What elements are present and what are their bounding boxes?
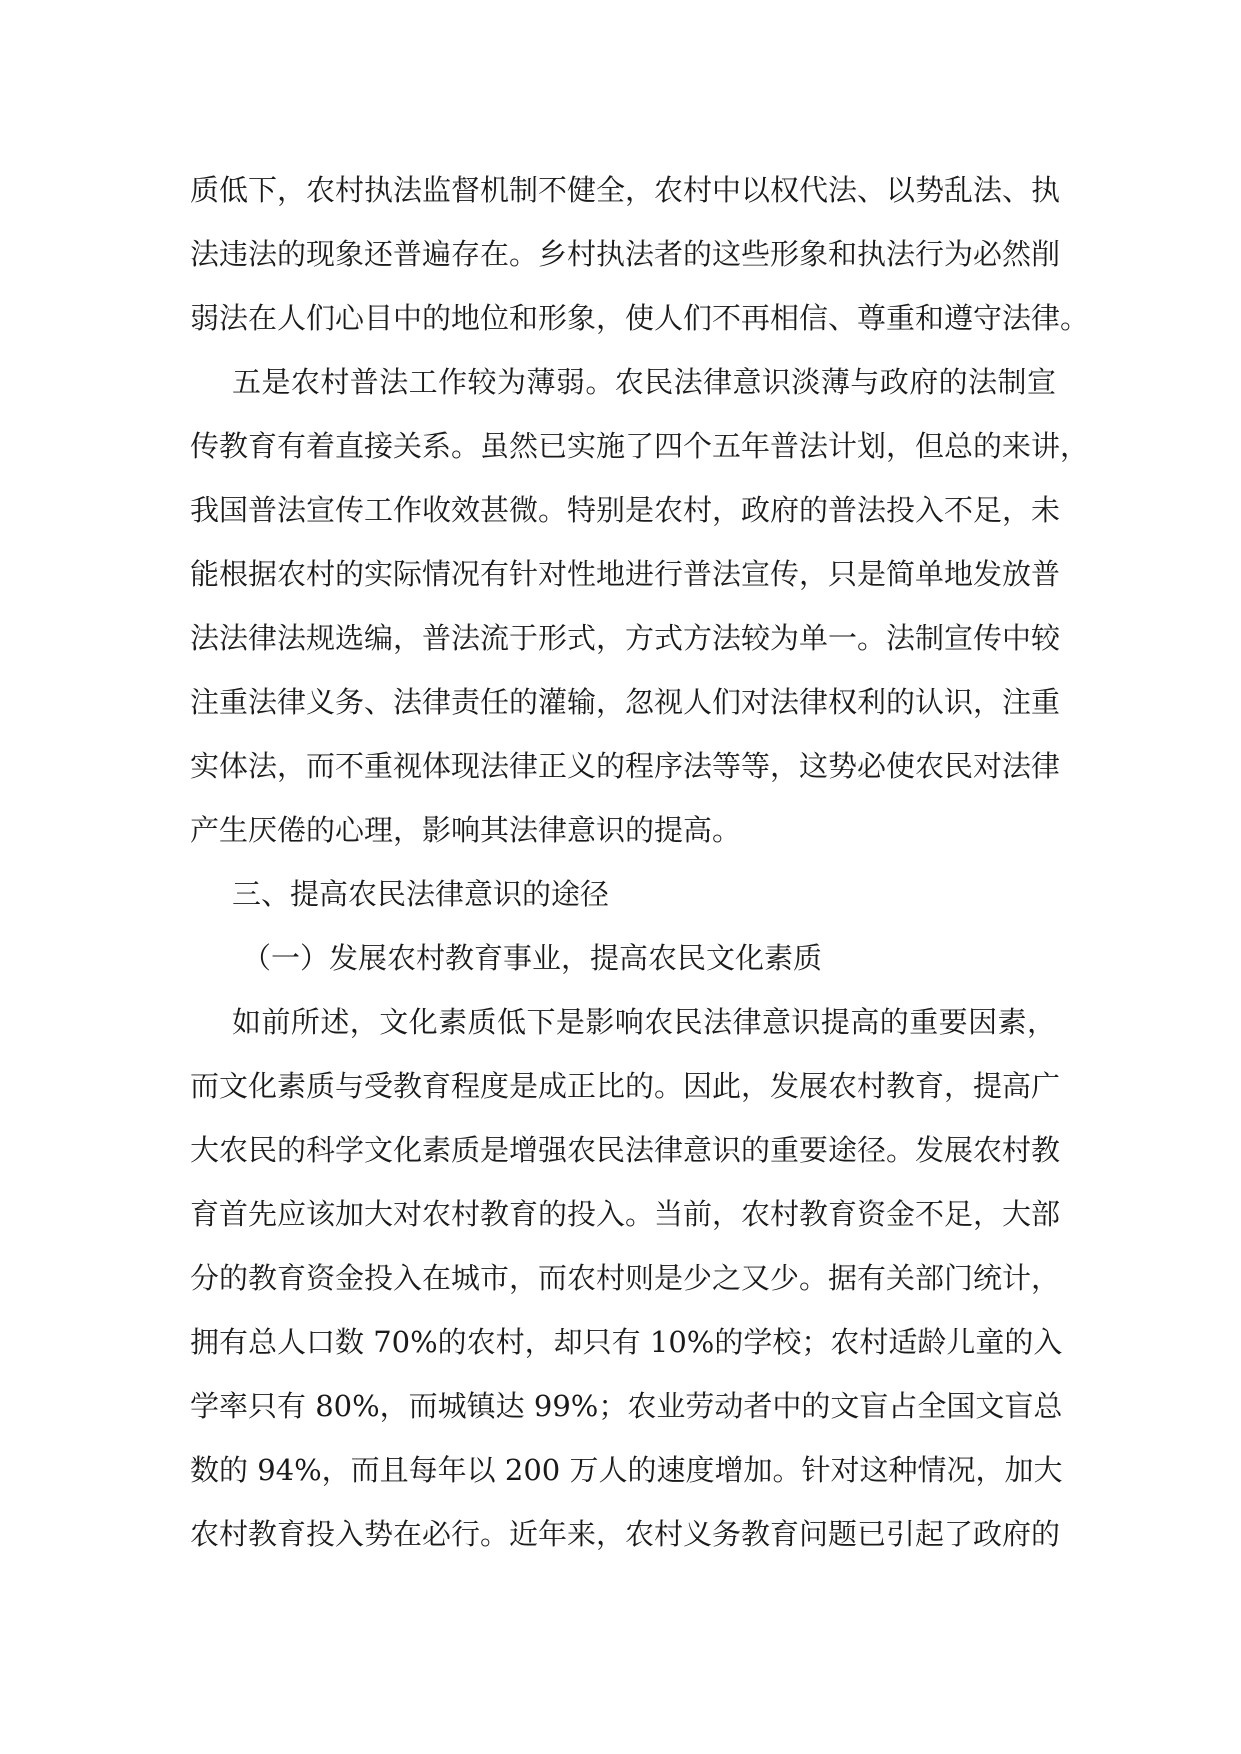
body-line-5: 传教育有着直接关系。虽然已实施了四个五年普法计划，但总的来讲， [190,429,1090,463]
body-line-4: 五是农村普法工作较为薄弱。农民法律意识淡薄与政府的法制宣 [232,365,1056,399]
subsection-heading: （一）发展农村教育事业，提高农民文化素质 [242,941,823,975]
body-line-21: 数的 94%，而且每年以 200 万人的速度增加。针对这种情况，加大 [190,1453,1063,1487]
body-line-1: 质低下，农村执法监督机制不健全，农村中以权代法、以势乱法、执 [190,173,1061,207]
body-line-6: 我国普法宣传工作收效甚微。特别是农村，政府的普法投入不足，未 [190,493,1061,527]
body-line-19: 拥有总人口数 70%的农村，却只有 10%的学校；农村适龄儿童的入 [190,1325,1063,1359]
body-line-15: 而文化素质与受教育程度是成正比的。因此，发展农村教育，提高广 [190,1069,1061,1103]
body-line-8: 法法律法规选编，普法流于形式，方式方法较为单一。法制宣传中较 [190,621,1061,655]
section-heading: 三、提高农民法律意识的途径 [232,877,610,911]
body-line-18: 分的教育资金投入在城市，而农村则是少之又少。据有关部门统计， [190,1261,1061,1295]
body-line-2: 法违法的现象还普遍存在。乡村执法者的这些形象和执法行为必然削 [190,237,1061,271]
body-line-22: 农村教育投入势在必行。近年来，农村义务教育问题已引起了政府的 [190,1517,1061,1551]
body-line-10: 实体法，而不重视体现法律正义的程序法等等，这势必使农民对法律 [190,749,1061,783]
body-line-11: 产生厌倦的心理，影响其法律意识的提高。 [190,813,742,847]
body-line-20: 学率只有 80%，而城镇达 99%；农业劳动者中的文盲占全国文盲总 [190,1389,1063,1423]
body-line-9: 注重法律义务、法律责任的灌输，忽视人们对法律权利的认识，注重 [190,685,1061,719]
body-line-17: 育首先应该加大对农村教育的投入。当前，农村教育资金不足，大部 [190,1197,1061,1231]
body-line-16: 大农民的科学文化素质是增强农民法律意识的重要途径。发展农村教 [190,1133,1061,1167]
body-line-14: 如前所述，文化素质低下是影响农民法律意识提高的重要因素， [232,1005,1056,1039]
body-line-3: 弱法在人们心目中的地位和形象，使人们不再相信、尊重和遵守法律。 [190,301,1090,335]
document-page [190,158,1090,1566]
body-line-7: 能根据农村的实际情况有针对性地进行普法宣传，只是简单地发放普 [190,557,1061,591]
